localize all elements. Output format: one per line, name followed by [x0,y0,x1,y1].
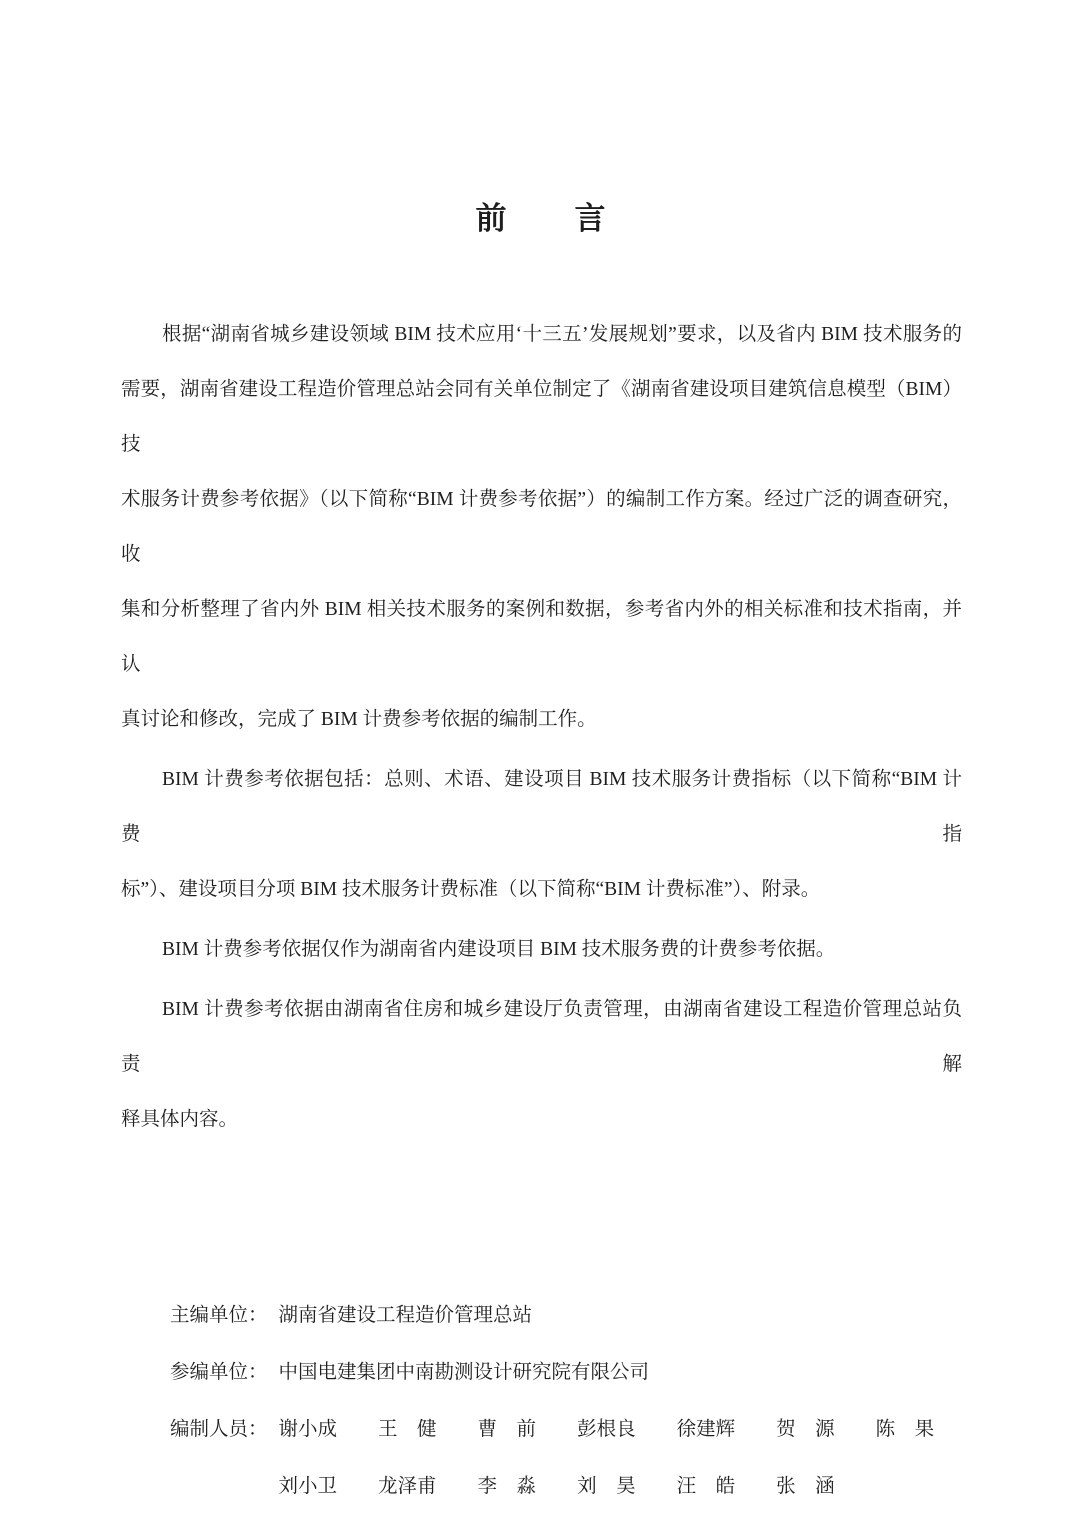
paragraph-2-line-2: 标”）、建设项目分项 BIM 技术服务计费标准（以下简称“BIM 计费标准”）、附录。 [121,879,821,900]
personnel-name: 谢小成 [278,1419,338,1440]
chief-editor-value: 湖南省建设工程造价管理总站 [278,1305,533,1326]
personnel-name: 龙泽甫 [378,1476,437,1497]
page-title: 前 言 [475,201,608,236]
credits-section [121,1287,962,1515]
chief-editor-row [170,1287,962,1344]
chief-editor-label: 主编单位： [170,1305,268,1326]
personnel-name: 徐建辉 [676,1419,736,1440]
paragraph-1-line-3: 术服务计费参考依据》（以下简称“BIM 计费参考依据”）的编制工作方案。经过广泛的调查研究，收 [121,489,962,565]
personnel-name: 彭根良 [577,1419,636,1440]
personnel-section [170,1401,962,1515]
paragraph-4-line-2: 释具体内容。 [121,1109,239,1130]
paragraph-1-line-5: 真讨论和修改，完成了 BIM 计费参考依据的编制工作。 [121,709,597,730]
personnel-name: 刘小卫 [278,1476,338,1497]
paragraph-1-line-2: 需要，湖南省建设工程造价管理总站会同有关单位制定了《湖南省建设项目建筑信息模型（BIM）技 [121,379,962,455]
participating-unit-value: 中国电建集团中南勘测设计研究院有限公司 [278,1362,650,1383]
personnel-row-1 [279,1401,935,1458]
personnel-name: 李 淼 [477,1476,537,1497]
personnel-label: 编制人员： [170,1419,268,1440]
paragraph-3 [121,922,962,977]
document-body [121,307,962,1147]
paragraph-1-line-4: 集和分析整理了省内外 BIM 相关技术服务的案例和数据，参考省内外的相关标准和技术指南，并认 [121,599,962,675]
paragraph-4 [121,982,962,1147]
paragraph-4-line-1: BIM 计费参考依据由湖南省住房和城乡建设厅负责管理，由湖南省建设工程造价管理总站负责解 [121,999,962,1075]
paragraph-1 [121,307,962,747]
paragraph-1-line-1: 根据“湖南省城乡建设领域 BIM 技术应用‘十三五’发展规划”要求，以及省内 BIM 技术服务的 [162,324,962,345]
personnel-name: 刘 昊 [577,1476,636,1497]
personnel-name: 王 健 [378,1419,437,1440]
personnel-name: 张 涵 [776,1476,835,1497]
personnel-row-2 [279,1458,935,1515]
paragraph-2-line-1: BIM 计费参考依据包括：总则、术语、建设项目 BIM 技术服务计费指标（以下简称“BIM 计费指 [121,769,962,845]
personnel-name: 贺 源 [776,1419,835,1440]
paragraph-3-line-1: BIM 计费参考依据仅作为湖南省内建设项目 BIM 技术服务费的计费参考依据。 [162,939,836,960]
participating-unit-label: 参编单位： [170,1362,268,1383]
personnel-name: 陈 果 [875,1419,935,1440]
personnel-names [279,1401,935,1515]
participating-unit-row [170,1344,962,1401]
paragraph-2 [121,752,962,917]
personnel-name: 曹 前 [477,1419,537,1440]
personnel-name: 汪 皓 [676,1476,736,1497]
